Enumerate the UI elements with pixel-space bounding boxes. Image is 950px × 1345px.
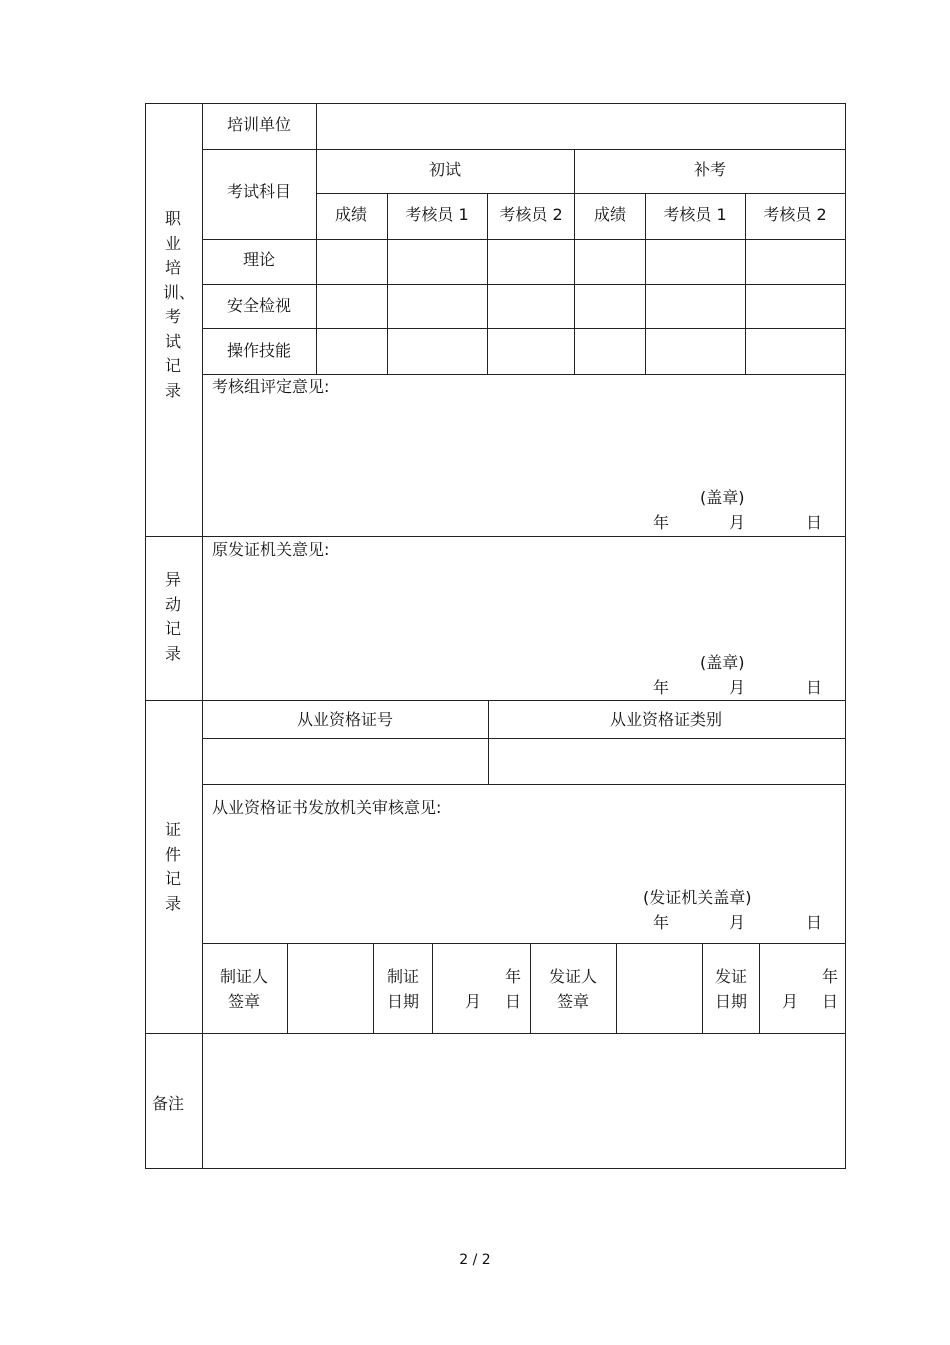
section-title-change: 异动记录 xyxy=(164,570,181,663)
initial-exam-header: 初试 xyxy=(428,160,462,179)
maker-sign-label-line1: 制证人 xyxy=(219,967,269,986)
remarks-field[interactable] xyxy=(203,1034,844,1167)
page-number: 2 / 2 xyxy=(459,1252,491,1268)
review-group-seal: (盖章) xyxy=(700,488,745,507)
exam-subject-label: 考试科目 xyxy=(226,182,292,201)
maker-sign-field[interactable] xyxy=(288,944,373,1033)
change-date-day: 日 xyxy=(806,678,823,697)
training-unit-field[interactable] xyxy=(317,104,844,149)
issue-date-year: 年 xyxy=(822,967,839,986)
certificate-number-field[interactable] xyxy=(203,739,488,784)
section-title-remarks: 备注 xyxy=(152,1094,185,1113)
original-issuer-seal: (盖章) xyxy=(700,653,745,672)
subject-safety-inspection: 安全检视 xyxy=(226,296,292,315)
issuer-sign-label-line1: 发证人 xyxy=(548,967,598,986)
issue-date-day: 日 xyxy=(822,992,839,1011)
issuer-date-year: 年 xyxy=(653,913,670,932)
review-date-year: 年 xyxy=(653,513,670,532)
issue-date-month: 月 xyxy=(782,992,799,1011)
section-title-certificate: 证件记录 xyxy=(164,820,181,913)
issuer-date-month: 月 xyxy=(729,913,746,932)
certificate-category-label: 从业资格证类别 xyxy=(609,710,723,729)
change-date-month: 月 xyxy=(729,678,746,697)
review-date-day: 日 xyxy=(806,513,823,532)
make-date-label-line1: 制证 xyxy=(386,967,420,986)
issuer-seal: (发证机关盖章) xyxy=(643,888,752,907)
training-unit-label: 培训单位 xyxy=(226,115,292,134)
subject-operation-skill: 操作技能 xyxy=(226,341,292,360)
make-date-day: 日 xyxy=(505,992,522,1011)
review-date-month: 月 xyxy=(729,513,746,532)
column-examiner2-makeup: 考核员 2 xyxy=(763,205,827,224)
issue-date-label-line2: 日期 xyxy=(714,992,748,1011)
issuer-sign-field[interactable] xyxy=(617,944,702,1033)
certificate-number-label: 从业资格证号 xyxy=(296,710,394,729)
certificate-category-field[interactable] xyxy=(489,739,844,784)
issuer-review-opinion-label: 从业资格证书发放机关审核意见: xyxy=(212,798,442,817)
column-score-makeup: 成绩 xyxy=(593,205,627,224)
issuer-sign-label-line2: 签章 xyxy=(556,992,590,1011)
review-group-opinion-label: 考核组评定意见: xyxy=(212,377,330,396)
maker-sign-label-line2: 签章 xyxy=(227,992,261,1011)
original-issuer-opinion-label: 原发证机关意见: xyxy=(212,540,330,559)
column-score-initial: 成绩 xyxy=(334,205,368,224)
section-title-training: 职业培训、考试记录 xyxy=(163,209,196,400)
make-date-month: 月 xyxy=(465,992,482,1011)
subject-theory: 理论 xyxy=(242,250,276,269)
issuer-date-day: 日 xyxy=(806,913,823,932)
column-examiner1-initial: 考核员 1 xyxy=(405,205,469,224)
change-date-year: 年 xyxy=(653,678,670,697)
makeup-exam-header: 补考 xyxy=(693,160,727,179)
make-date-year: 年 xyxy=(505,967,522,986)
column-examiner2-initial: 考核员 2 xyxy=(499,205,563,224)
issue-date-label-line1: 发证 xyxy=(714,967,748,986)
make-date-label-line2: 日期 xyxy=(386,992,420,1011)
column-examiner1-makeup: 考核员 1 xyxy=(663,205,727,224)
